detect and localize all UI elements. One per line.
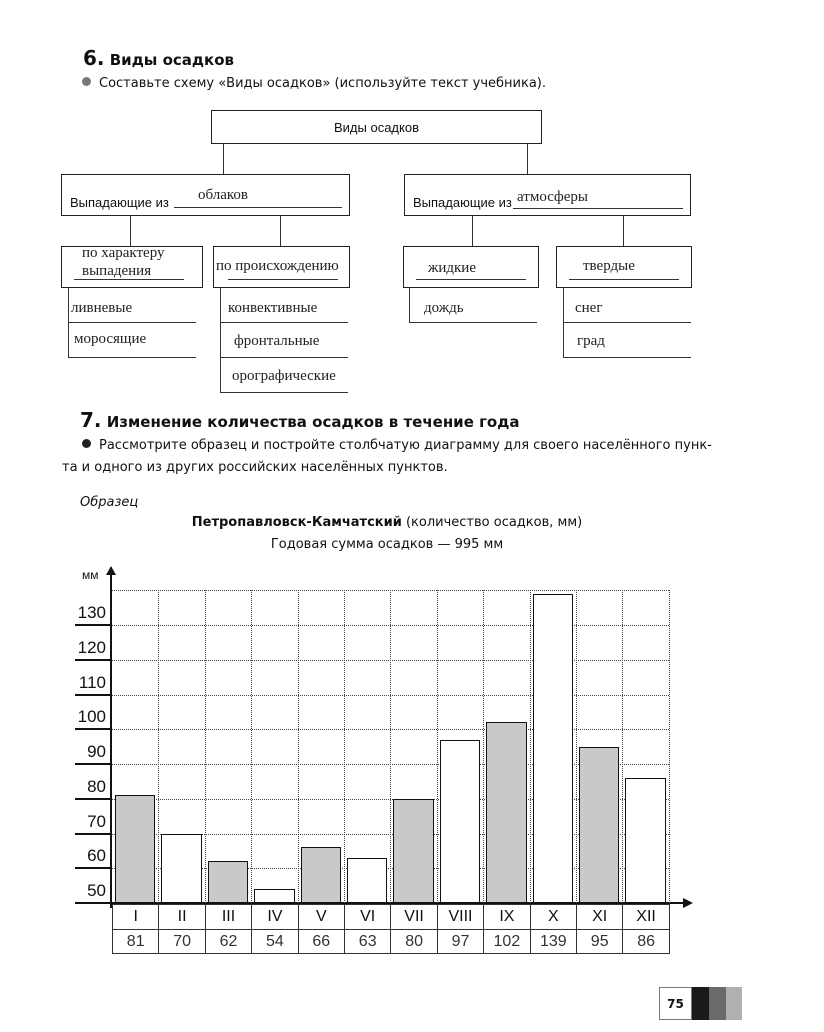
y-tick-label: 120 xyxy=(77,637,106,657)
y-tick-label: 130 xyxy=(77,603,106,622)
bar xyxy=(347,858,387,903)
list-item: моросящие xyxy=(74,331,147,347)
connector xyxy=(472,216,473,246)
value-cell: 62 xyxy=(205,929,252,954)
connector xyxy=(623,216,624,246)
connector xyxy=(130,216,131,246)
y-axis-arrow-icon xyxy=(106,566,116,575)
y-tick-label: 60 xyxy=(87,846,106,866)
connector xyxy=(223,144,224,174)
by-character-line1: по характеру xyxy=(82,245,165,261)
list-divider xyxy=(68,357,196,358)
bar xyxy=(533,594,573,903)
clouds-answer[interactable]: облаков xyxy=(198,187,249,203)
value-cell: 139 xyxy=(530,929,577,954)
section-7-title xyxy=(80,408,519,432)
value-cell: 63 xyxy=(344,929,391,954)
y-tick-label: 90 xyxy=(87,742,106,761)
month-cell: X xyxy=(530,904,577,930)
bar xyxy=(254,889,294,903)
list-divider xyxy=(563,357,691,358)
scheme-liquid-box xyxy=(403,246,539,288)
bar xyxy=(393,799,433,903)
list-divider xyxy=(220,322,348,323)
y-axis-unit: мм xyxy=(82,568,99,582)
answer-underline xyxy=(74,279,184,280)
chart-title-city: Петропавловск-Камчатский xyxy=(191,515,402,530)
section-number: 7. xyxy=(80,408,102,432)
list-divider xyxy=(563,322,691,323)
answer-underline xyxy=(174,207,342,208)
x-axis-arrow-icon xyxy=(683,898,693,908)
month-cell: VII xyxy=(390,904,437,930)
grid-line xyxy=(251,590,252,903)
liquid-label: жидкие xyxy=(428,260,476,276)
scheme-root-label: Виды осадков xyxy=(334,119,419,135)
bar xyxy=(486,722,526,903)
section-title-text: Виды осадков xyxy=(109,51,235,69)
list-item: ливневые xyxy=(71,300,133,316)
solid-label: твердые xyxy=(583,258,635,274)
chart-title xyxy=(0,515,824,530)
by-origin-label: по происхождению xyxy=(216,258,339,274)
bullet-icon xyxy=(82,439,91,448)
section-6-title xyxy=(83,46,234,70)
list-bracket xyxy=(220,288,221,392)
y-tick-line xyxy=(75,763,111,765)
value-cell: 81 xyxy=(112,929,159,954)
bar xyxy=(579,747,619,903)
grid-line xyxy=(390,590,391,903)
page-number: 75 xyxy=(659,987,692,1020)
scheme-by-origin-box xyxy=(213,246,350,288)
month-cell: IX xyxy=(483,904,530,930)
value-cell: 66 xyxy=(298,929,345,954)
list-item: орографические xyxy=(232,368,336,384)
scheme-clouds-box xyxy=(61,174,350,216)
grid-line xyxy=(530,590,531,903)
month-cell: I xyxy=(112,904,159,930)
section-title-text: Изменение количества осадков в течение года xyxy=(106,413,520,431)
list-divider xyxy=(220,357,348,358)
color-strip xyxy=(726,987,742,1020)
y-tick-label: 80 xyxy=(87,776,106,796)
month-cell: XII xyxy=(622,904,669,930)
value-cell: 80 xyxy=(390,929,437,954)
y-tick-line xyxy=(75,624,111,626)
atmosphere-answer[interactable]: атмосферы xyxy=(517,189,588,205)
scheme-by-character-box xyxy=(61,246,203,288)
instruction-text: Рассмотрите образец и постройте столбчатую диаграмму для своего населённого пунк- xyxy=(99,438,712,453)
answer-underline xyxy=(416,279,526,280)
y-tick-line xyxy=(75,867,111,869)
grid-line xyxy=(158,590,159,903)
section-7-instruction-line2: та и одного из других российских населённых пунктов. xyxy=(62,460,448,475)
atmosphere-prefix: Выпадающие из xyxy=(413,195,512,210)
bar xyxy=(115,795,155,903)
by-character-line2: выпадения xyxy=(82,263,152,279)
month-cell: XI xyxy=(576,904,623,930)
chart-subtitle xyxy=(0,537,824,552)
grid-line xyxy=(437,590,438,903)
grid-line xyxy=(298,590,299,903)
instruction-text: Составьте схему «Виды осадков» (используйте текст учебника). xyxy=(99,76,547,91)
bullet-icon xyxy=(82,77,91,86)
bar xyxy=(440,740,480,903)
value-cell: 95 xyxy=(576,929,623,954)
list-bracket xyxy=(409,288,410,323)
answer-underline xyxy=(569,279,679,280)
list-item: фронтальные xyxy=(234,333,320,349)
color-strip xyxy=(692,987,709,1020)
grid-line xyxy=(205,590,206,903)
list-item: снег xyxy=(575,300,603,316)
bar xyxy=(625,778,665,903)
answer-underline xyxy=(228,279,338,280)
chart-title-rest: (количество осадков, мм) xyxy=(401,515,583,530)
sample-label: Образец xyxy=(80,495,139,510)
y-tick-line xyxy=(75,694,111,696)
y-tick-line xyxy=(75,659,111,661)
value-cell: 97 xyxy=(437,929,484,954)
month-cell: II xyxy=(158,904,205,930)
y-tick-label: 100 xyxy=(77,707,106,727)
y-tick-label: 70 xyxy=(87,811,106,831)
grid-line xyxy=(669,590,670,903)
answer-underline xyxy=(513,208,683,209)
chart-subtitle-text: Годовая сумма осадков — 995 мм xyxy=(270,537,504,552)
section-6-instruction xyxy=(82,76,546,91)
month-cell: VIII xyxy=(437,904,484,930)
grid-line xyxy=(483,590,484,903)
list-divider xyxy=(68,322,196,323)
section-7-instruction-line1 xyxy=(82,438,712,453)
month-cell: IV xyxy=(251,904,298,930)
connector xyxy=(280,216,281,246)
list-item: град xyxy=(577,333,605,349)
list-item: дождь xyxy=(424,300,464,316)
list-bracket xyxy=(563,288,564,358)
y-tick-label: 110 xyxy=(78,672,106,692)
bar xyxy=(208,861,248,903)
list-divider xyxy=(409,322,537,323)
scheme-atmosphere-box xyxy=(404,174,691,216)
list-divider xyxy=(220,392,348,393)
scheme-solid-box xyxy=(556,246,692,288)
section-number: 6. xyxy=(83,46,105,70)
y-tick-line xyxy=(75,833,111,835)
y-axis xyxy=(110,572,112,908)
month-cell: VI xyxy=(344,904,391,930)
y-tick-label: 50 xyxy=(87,881,106,900)
y-tick-line xyxy=(75,728,111,730)
value-cell: 54 xyxy=(251,929,298,954)
list-item: конвективные xyxy=(228,300,318,316)
color-strip xyxy=(709,987,726,1020)
grid-line xyxy=(622,590,623,903)
bar xyxy=(301,847,341,903)
scheme-root-box xyxy=(211,110,542,144)
bar xyxy=(161,834,201,904)
month-cell: III xyxy=(205,904,252,930)
month-cell: V xyxy=(298,904,345,930)
grid-line xyxy=(344,590,345,903)
value-cell: 102 xyxy=(483,929,530,954)
list-bracket xyxy=(68,288,69,358)
value-cell: 70 xyxy=(158,929,205,954)
value-cell: 86 xyxy=(622,929,669,954)
y-tick-line xyxy=(75,902,111,904)
connector xyxy=(527,144,528,174)
grid-line xyxy=(576,590,577,903)
y-tick-line xyxy=(75,798,111,800)
clouds-prefix: Выпадающие из xyxy=(70,195,169,210)
